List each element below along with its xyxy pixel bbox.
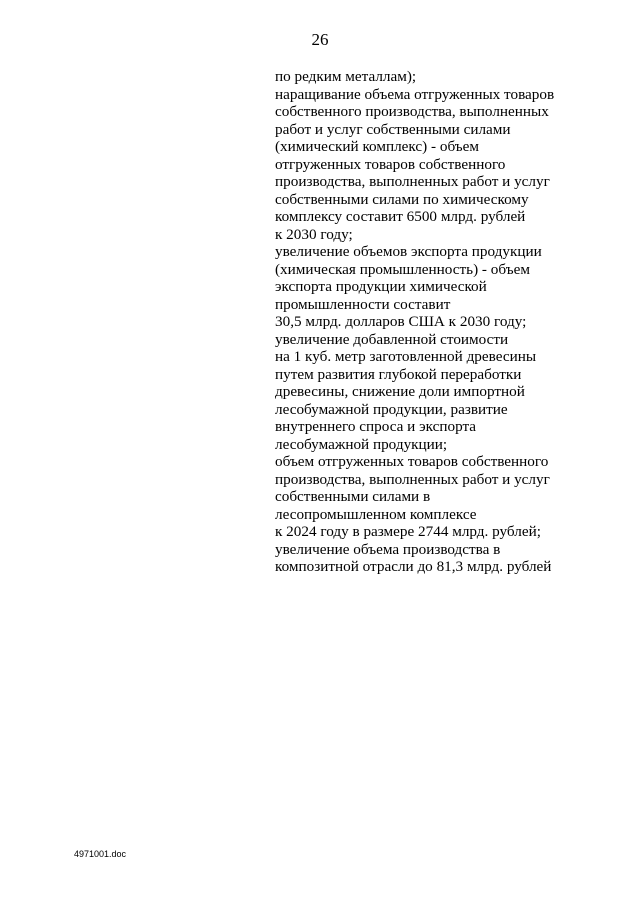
text-line: собственными силами по химическому (275, 190, 529, 208)
text-line: комплексу составит 6500 млрд. рублей (275, 208, 526, 225)
text-line: наращивание объема отгруженных товаров (275, 85, 555, 103)
text-line: отгруженных товаров собственного (275, 155, 506, 173)
text-line: по редким металлам); (275, 68, 417, 85)
text-line: лесобумажной продукции, развитие (275, 400, 508, 418)
text-line: композитной отрасли до 81,3 млрд. рублей (275, 558, 552, 575)
text-line: к 2030 году; (275, 225, 353, 243)
text-line: объем отгруженных товаров собственного (275, 453, 549, 470)
body-text (275, 68, 615, 576)
text-line: (химический комплекс) - объем (275, 138, 480, 155)
text-line: работ и услуг собственными силами (275, 120, 511, 138)
text-line: к 2024 году в размере 2744 млрд. рублей; (275, 523, 541, 540)
text-line: увеличение добавленной стоимости (275, 330, 509, 348)
text-line: лесопромышленном комплексе (275, 505, 477, 523)
page-number: 26 (311, 30, 329, 49)
text-line: производства, выполненных работ и услуг (275, 173, 550, 190)
text-line: увеличение объемов экспорта продукции (275, 243, 542, 260)
text-line: (химическая промышленность) - объем (275, 260, 530, 278)
text-line: увеличение объема производства в (275, 540, 501, 558)
footer-filename: 4971001.doc (74, 849, 127, 859)
text-line: собственного производства, выполненных (275, 103, 549, 120)
text-line: внутреннего спроса и экспорта (275, 418, 477, 435)
text-line: 30,5 млрд. долларов США к 2030 году; (275, 313, 527, 330)
text-line: собственными силами в (275, 488, 431, 505)
text-line: древесины, снижение доли импортной (275, 383, 525, 400)
text-line: на 1 куб. метр заготовленной древесины (275, 348, 537, 365)
text-line: путем развития глубокой переработки (275, 365, 522, 383)
text-line: промышленности составит (275, 295, 451, 313)
text-line: лесобумажной продукции; (275, 435, 448, 453)
text-line: производства, выполненных работ и услуг (275, 470, 550, 488)
text-line: экспорта продукции химической (275, 278, 487, 295)
